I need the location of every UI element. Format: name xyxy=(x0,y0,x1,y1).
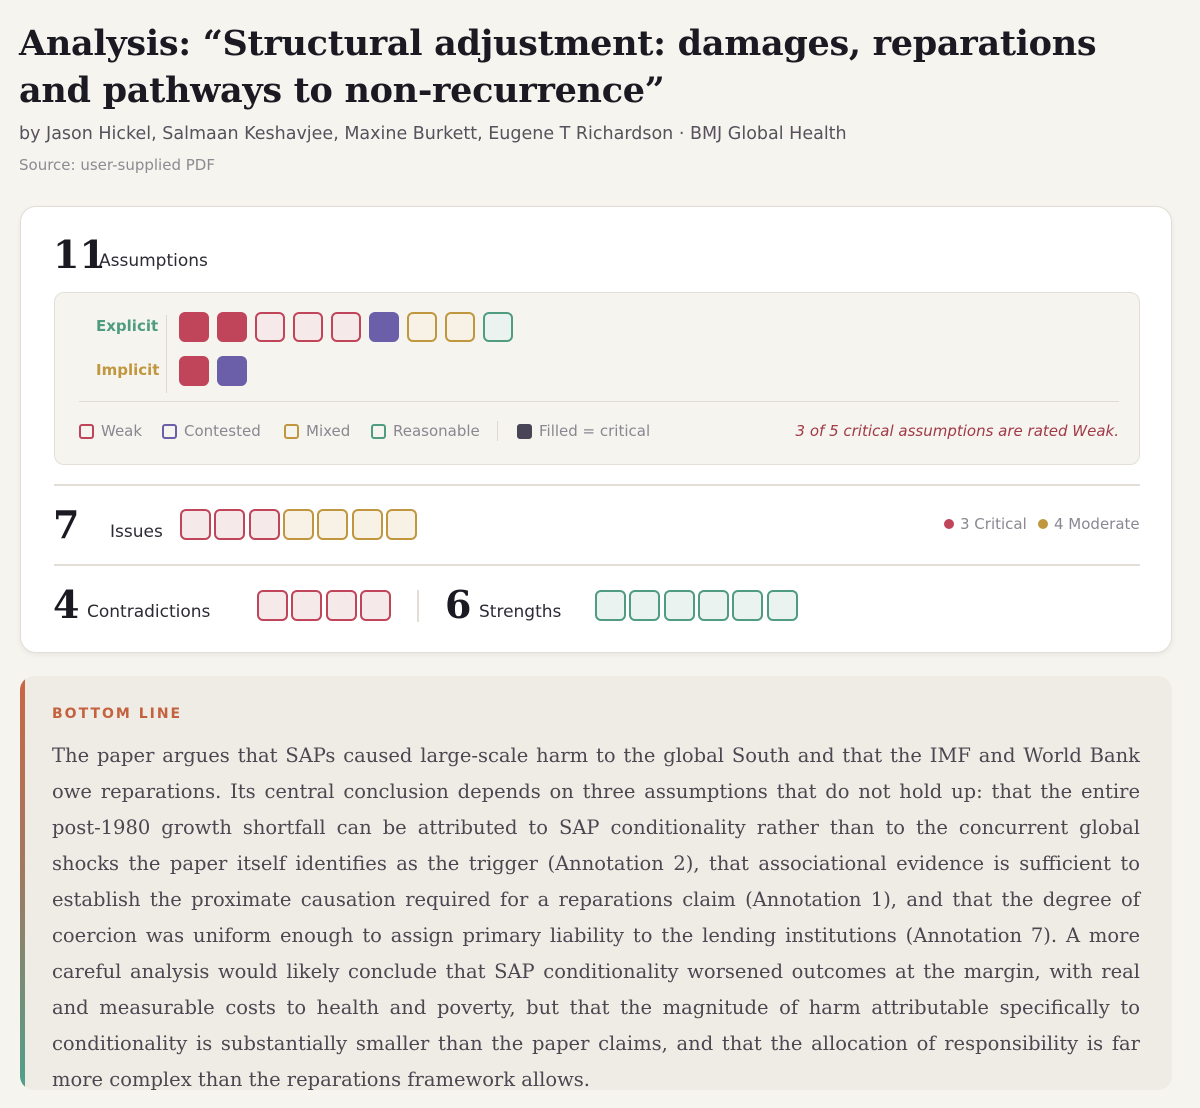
accent-bar xyxy=(20,676,25,1090)
source-note: Source: user-supplied PDF xyxy=(19,156,215,174)
critical-count xyxy=(944,514,1027,534)
assumptions-panel xyxy=(54,292,1140,465)
strengths-count: 6 xyxy=(445,582,472,627)
issue-square[interactable] xyxy=(386,509,417,540)
critical-count-label: 3 Critical xyxy=(960,515,1027,533)
bottom-line-label: BOTTOM LINE xyxy=(52,706,183,722)
strength-square[interactable] xyxy=(698,590,729,621)
critical-swatch-icon xyxy=(517,424,532,439)
mixed-swatch-icon xyxy=(284,424,299,439)
section-divider xyxy=(54,564,1140,566)
legend-contested-label: Contested xyxy=(184,422,261,440)
issues-label: Issues xyxy=(110,522,163,542)
critical-dot-icon xyxy=(944,519,954,529)
contradictions-label: Contradictions xyxy=(87,602,211,622)
legend-reasonable-label: Reasonable xyxy=(393,422,480,440)
contradiction-square[interactable] xyxy=(257,590,288,621)
assumption-square[interactable] xyxy=(369,312,399,342)
issue-square[interactable] xyxy=(180,509,211,540)
assumption-square[interactable] xyxy=(293,312,323,342)
contradiction-square[interactable] xyxy=(360,590,391,621)
contradiction-square[interactable] xyxy=(291,590,322,621)
issues-count: 7 xyxy=(53,502,80,547)
issue-square[interactable] xyxy=(352,509,383,540)
byline: by Jason Hickel, Salmaan Keshavjee, Maxine Burkett, Eugene T Richardson · BMJ Global Health xyxy=(19,124,847,144)
summary-card xyxy=(20,206,1172,653)
vertical-separator xyxy=(417,590,419,622)
legend-separator xyxy=(497,421,498,441)
bottom-line-text: The paper argues that SAPs caused large-scale harm to the global South and that the IMF and World Bank owe reparations. Its central conclusion depends on three assumptions that do not hold up: that the entire post-1980 growth shortfall can be attributed to SAP conditionality rather than to the concurrent global shocks the paper itself identifies as the trigger (Annotation 2), that associational evidence is sufficient to establish the proximate causation required for a reparations claim (Annotation 1), and that the degree of coercion was uniform enough to assign primary liability to the lending institutions (Annotation 7). A more careful analysis would likely conclude that SAP conditionality worsened outcomes at the margin, with real and measurable costs to health and poverty, but that the magnitude of harm attributable specifically to conditionality is substantially smaller than the paper claims, and that the allocation of responsibility is far more complex than the reparations framework allows. xyxy=(52,744,1140,1090)
implicit-label: Implicit xyxy=(96,361,160,379)
issue-square[interactable] xyxy=(283,509,314,540)
weak-swatch-icon xyxy=(79,424,94,439)
strength-square[interactable] xyxy=(629,590,660,621)
moderate-count xyxy=(1038,514,1140,534)
legend-mixed-label: Mixed xyxy=(306,422,351,440)
assumptions-label: Assumptions xyxy=(99,251,208,271)
strength-square[interactable] xyxy=(767,590,798,621)
strength-square[interactable] xyxy=(595,590,626,621)
issue-square[interactable] xyxy=(249,509,280,540)
section-divider xyxy=(54,484,1140,486)
assumption-square[interactable] xyxy=(483,312,513,342)
legend-weak-label: Weak xyxy=(101,422,143,440)
legend-mixed xyxy=(284,421,350,441)
legend-critical-label: Filled = critical xyxy=(539,422,651,440)
strength-square[interactable] xyxy=(732,590,763,621)
critical-note: 3 of 5 critical assumptions are rated Weak. xyxy=(795,422,1119,440)
page-title: Analysis: “Structural adjustment: damages, reparations and pathways to non-recurrence” xyxy=(19,23,1097,111)
row-divider xyxy=(166,315,167,393)
explicit-label: Explicit xyxy=(96,317,159,335)
assumption-square[interactable] xyxy=(331,312,361,342)
legend-critical xyxy=(517,421,650,441)
issue-square[interactable] xyxy=(214,509,245,540)
legend-reasonable xyxy=(371,421,480,441)
contradictions-count: 4 xyxy=(53,582,80,627)
contested-swatch-icon xyxy=(162,424,177,439)
strengths-label: Strengths xyxy=(479,602,562,622)
assumptions-count: 11 xyxy=(53,232,106,277)
legend-weak xyxy=(79,421,142,441)
legend-contested xyxy=(162,421,261,441)
moderate-dot-icon xyxy=(1038,519,1048,529)
bottom-line-panel xyxy=(20,676,1172,1090)
contradiction-square[interactable] xyxy=(326,590,357,621)
issue-square[interactable] xyxy=(317,509,348,540)
assumption-square[interactable] xyxy=(179,312,209,342)
moderate-count-label: 4 Moderate xyxy=(1054,515,1140,533)
reasonable-swatch-icon xyxy=(371,424,386,439)
assumption-square[interactable] xyxy=(217,356,247,386)
assumption-square[interactable] xyxy=(445,312,475,342)
assumption-square[interactable] xyxy=(407,312,437,342)
assumption-square[interactable] xyxy=(179,356,209,386)
assumption-square[interactable] xyxy=(217,312,247,342)
legend-divider xyxy=(79,401,1119,402)
strength-square[interactable] xyxy=(664,590,695,621)
assumption-square[interactable] xyxy=(255,312,285,342)
